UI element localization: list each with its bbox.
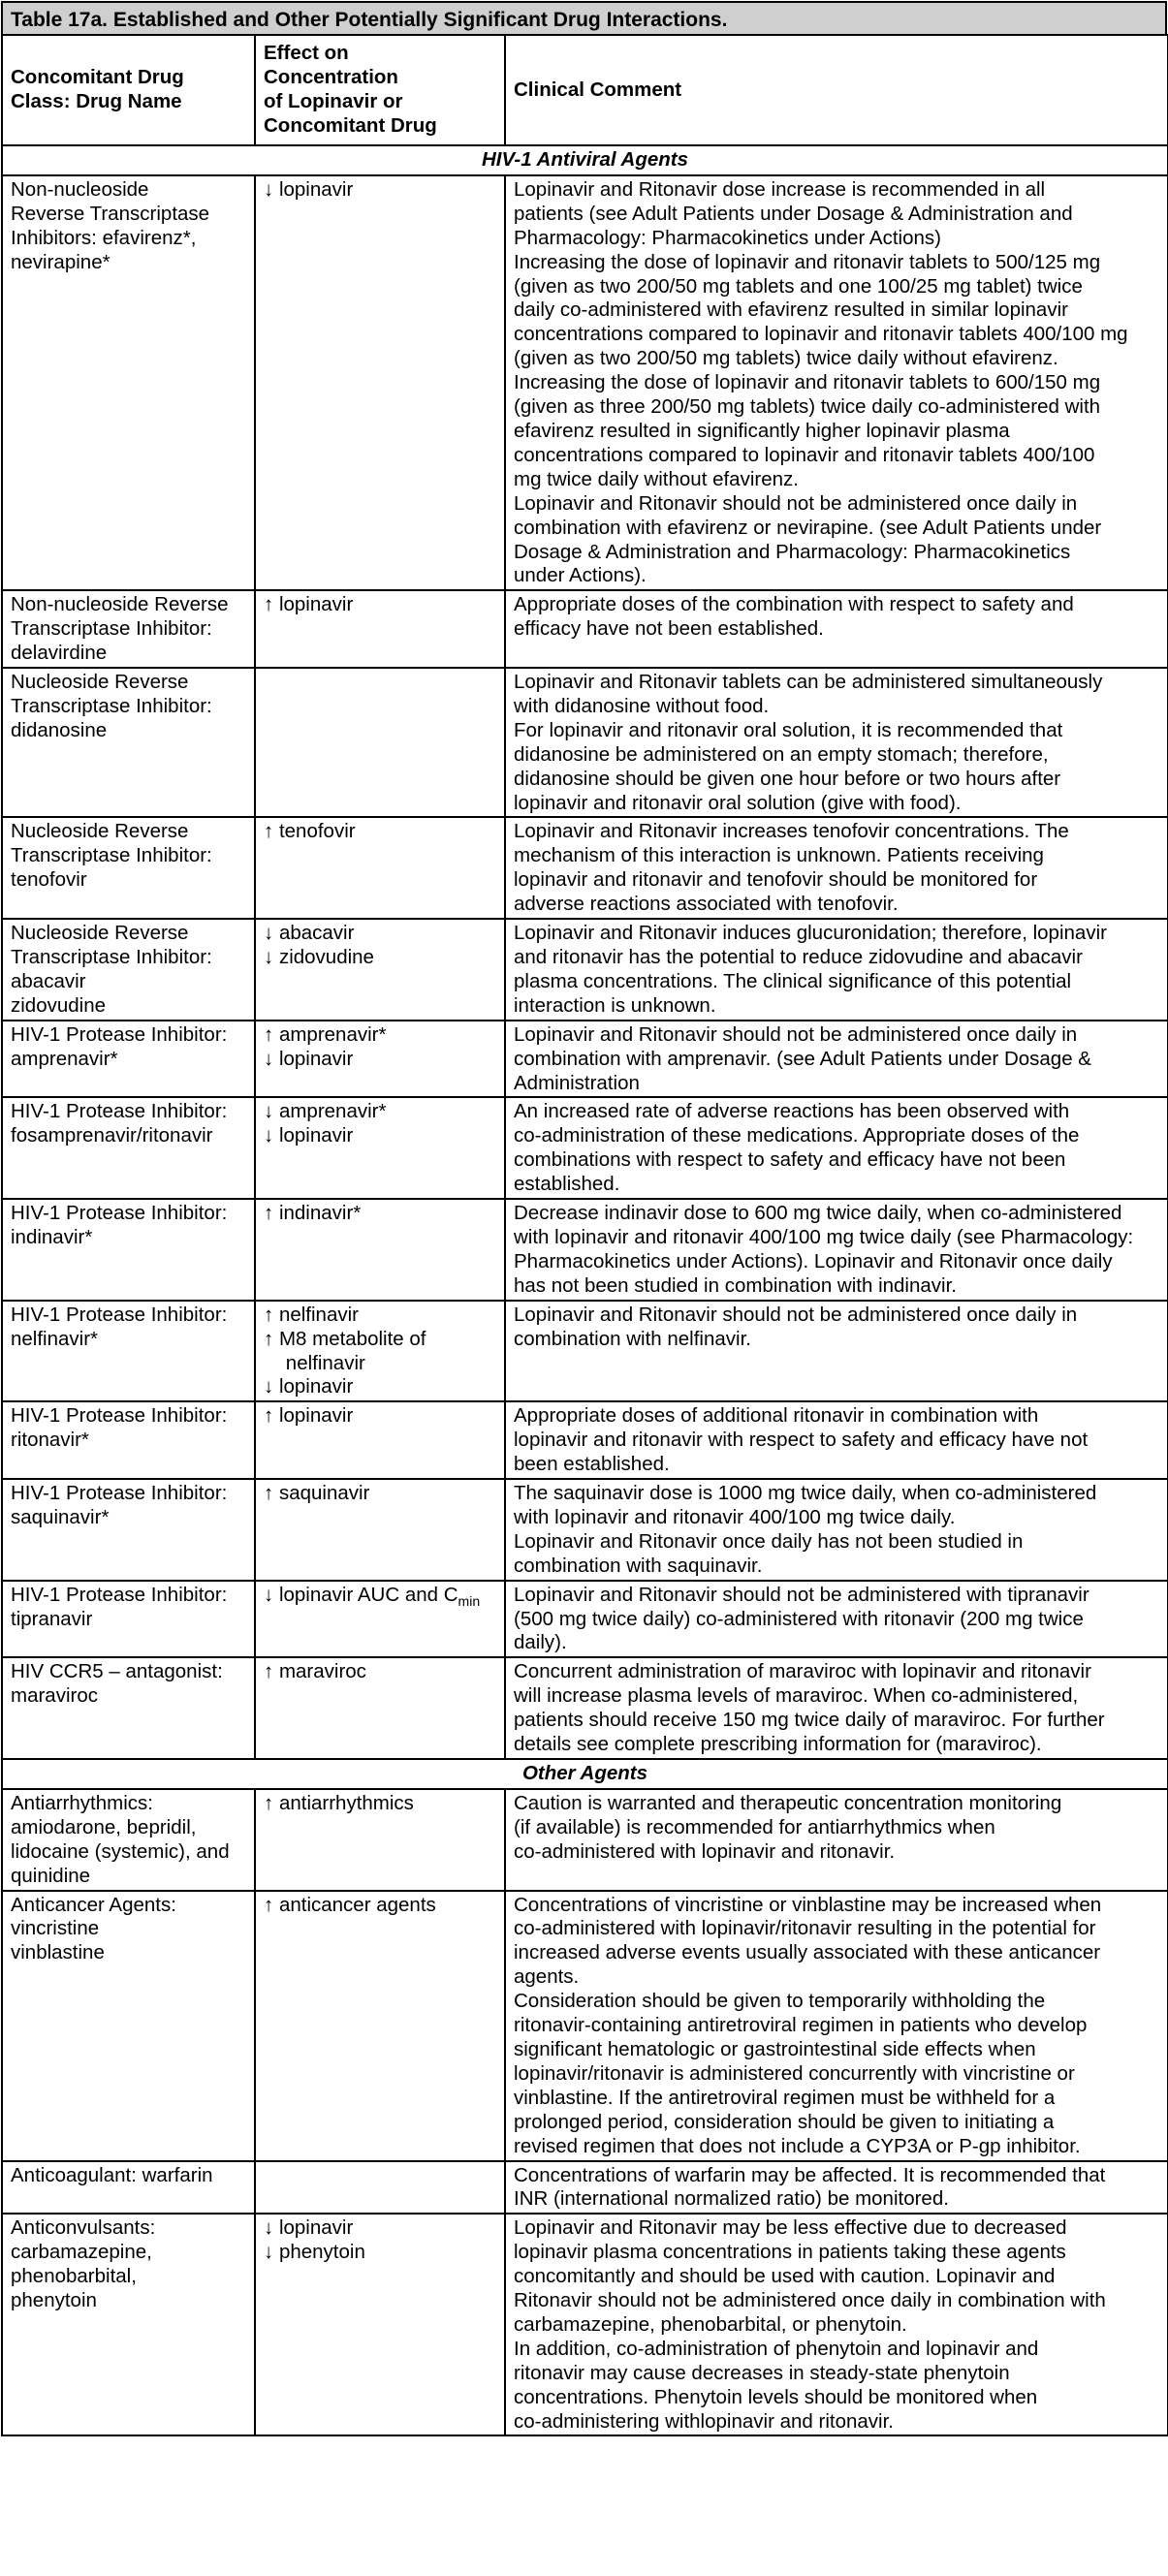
clinical-comment-cell [505, 1789, 1168, 1891]
drug-name-line: HIV CCR5 – antagonist: [11, 1660, 223, 1683]
effect-cell [255, 1891, 505, 2161]
effect-cell [255, 2161, 505, 2215]
drug-name-line: indinavir* [11, 1225, 93, 1248]
drug-cell [2, 1401, 255, 1479]
comment-line: mg twice daily without efavirenz. [514, 467, 799, 490]
clinical-comment-cell [505, 1401, 1168, 1479]
effect-cell [255, 175, 505, 590]
comment-line: co-administered with lopinavir/ritonavir resulting in the potential for [514, 1917, 1096, 1940]
comment-line: mechanism of this interaction is unknown. Patients receiving [514, 844, 1044, 867]
drug-name-line: Anticonvulsants: [11, 2216, 156, 2240]
drug-name-line: tipranavir [11, 1607, 93, 1630]
clinical-comment-cell [505, 1891, 1168, 2161]
effect-line: ↓ abacavir [264, 922, 355, 945]
comment-line: Lopinavir and Ritonavir once daily has not been studied in [514, 1529, 1024, 1553]
comment-line: combination with saquinavir. [514, 1554, 763, 1577]
comment-line: details see complete prescribing information for (maraviroc). [514, 1733, 1042, 1756]
drug-name-line: phenytoin [11, 2289, 97, 2312]
clinical-comment-cell [505, 175, 1168, 590]
clinical-comment-cell [505, 1657, 1168, 1759]
comment-line: adverse reactions associated with tenofovir. [514, 893, 899, 916]
drug-name-line: Transcriptase Inhibitor: [11, 946, 212, 968]
comment-line: (if available) is recommended for antiarrhythmics when [514, 1815, 995, 1838]
drug-cell [2, 1581, 255, 1658]
header-row [2, 35, 1168, 145]
comment-line: Increasing the dose of lopinavir and ritonavir tablets to 500/125 mg [514, 250, 1101, 273]
drug-name-line: HIV-1 Protease Inhibitor: [11, 1100, 228, 1123]
comment-line: been established. [514, 1453, 670, 1476]
effect-line: ↑ saquinavir [264, 1482, 370, 1505]
comment-line: Concentrations of warfarin may be affected. It is recommended that [514, 2163, 1106, 2186]
effect-cell [255, 1479, 505, 1581]
comment-line: Lopinavir and Ritonavir should not be administered once daily in [514, 1303, 1078, 1326]
clinical-comment-cell [505, 1479, 1168, 1581]
drug-name-line: HIV-1 Protease Inhibitor: [11, 1202, 228, 1225]
table-row [2, 2161, 1168, 2215]
effect-line: ↑ lopinavir [264, 593, 354, 616]
table-row [2, 590, 1168, 668]
comment-line: daily). [514, 1631, 567, 1654]
comment-line: revised regimen that does not include a CYP3A or P-gp inhibitor. [514, 2134, 1081, 2157]
effect-cell [255, 1301, 505, 1402]
comment-line: significant hematologic or gastrointestinal side effects when [514, 2037, 1036, 2060]
drug-name-line: HIV-1 Protease Inhibitor: [11, 1482, 228, 1505]
drug-name-line: abacavir [11, 969, 86, 992]
header-line: Effect on [264, 42, 349, 65]
clinical-comment-cell [505, 1021, 1168, 1098]
drug-name-line: maraviroc [11, 1684, 98, 1708]
drug-name-line: fosamprenavir/ritonavir [11, 1124, 213, 1147]
comment-line: Pharmacokinetics under Actions). Lopinavir and Ritonavir once daily [514, 1249, 1113, 1272]
clinical-comment-cell [505, 1097, 1168, 1199]
comment-line: For lopinavir and ritonavir oral solution, it is recommended that [514, 718, 1063, 741]
section-header-row [2, 1759, 1168, 1789]
comment-line: co-administering withlopinavir and ritonavir. [514, 2409, 894, 2433]
effect-line: ↓ amprenavir* [264, 1100, 387, 1123]
comment-line: lopinavir plasma concentrations in patients taking these agents [514, 2241, 1066, 2264]
drug-name-line: Nucleoside Reverse [11, 820, 189, 843]
drug-cell [2, 1479, 255, 1581]
clinical-comment-cell [505, 2214, 1168, 2435]
comment-line: Caution is warranted and therapeutic concentration monitoring [514, 1791, 1062, 1814]
drug-name-line: Nucleoside Reverse [11, 671, 189, 694]
effect-line: ↑ lopinavir [264, 1404, 354, 1428]
table-row [2, 1657, 1168, 1759]
header-effect-on-concentration [255, 35, 505, 145]
effect-line: ↑ tenofovir [264, 820, 356, 843]
drug-name-line: Transcriptase Inhibitor: [11, 694, 212, 717]
effect-cell [255, 1789, 505, 1891]
effect-line: ↓ zidovudine [264, 946, 374, 968]
effect-line: ↓ lopinavir [264, 2216, 354, 2240]
clinical-comment-cell [505, 590, 1168, 668]
drug-name-line: Transcriptase Inhibitor: [11, 617, 212, 641]
comment-line: will increase plasma levels of maraviroc. When co-administered, [514, 1684, 1079, 1708]
comment-line: Increasing the dose of lopinavir and ritonavir tablets to 600/150 mg [514, 371, 1101, 394]
comment-line: patients (see Adult Patients under Dosage & Administration and [514, 202, 1073, 225]
comment-line: efficacy have not been established. [514, 617, 824, 641]
table-body [2, 145, 1168, 2435]
comment-line: under Actions). [514, 564, 647, 587]
effect-cell [255, 668, 505, 817]
section-title: Other Agents [2, 1759, 1168, 1789]
clinical-comment-cell [505, 1581, 1168, 1658]
table-row [2, 175, 1168, 590]
drug-name-line: Non-nucleoside [11, 177, 149, 201]
table-row [2, 1891, 1168, 2161]
clinical-comment-cell [505, 668, 1168, 817]
comment-line: Administration [514, 1071, 640, 1094]
comment-line: Lopinavir and Ritonavir tablets can be administered simultaneously [514, 671, 1103, 694]
drug-name-line: vinblastine [11, 1941, 105, 1964]
comment-line: (given as two 200/50 mg tablets) twice daily without efavirenz. [514, 347, 1058, 370]
drug-name-line: phenobarbital, [11, 2265, 137, 2288]
comment-line: Lopinavir and Ritonavir may be less effective due to decreased [514, 2216, 1067, 2240]
drug-name-line: Anticoagulant: warfarin [11, 2163, 213, 2186]
comment-line: ritonavir may cause decreases in steady-state phenytoin [514, 2361, 1010, 2384]
comment-line: Appropriate doses of additional ritonavir in combination with [514, 1404, 1039, 1428]
comment-line: co-administration of these medications. Appropriate doses of the [514, 1124, 1080, 1147]
comment-line: Lopinavir and Ritonavir dose increase is recommended in all [514, 177, 1046, 201]
comment-line: lopinavir and ritonavir and tenofovir should be monitored for [514, 868, 1038, 892]
header-line: of Lopinavir or [264, 90, 403, 112]
drug-name-line: amprenavir* [11, 1047, 118, 1070]
comment-line: Lopinavir and Ritonavir should not be administered once daily in [514, 1022, 1078, 1046]
drug-name-line: delavirdine [11, 642, 108, 665]
header-line: Concentration [264, 66, 398, 89]
comment-line: didanosine should be given one hour before or two hours after [514, 767, 1061, 790]
drug-name-line: nevirapine* [11, 250, 110, 273]
effect-line: ↓ phenytoin [264, 2241, 365, 2264]
drug-name-line: Transcriptase Inhibitor: [11, 844, 212, 867]
effect-cell [255, 1199, 505, 1301]
effect-line: nelfinavir [264, 1351, 365, 1374]
drug-name-line: carbamazepine, [11, 2241, 152, 2264]
header-line: Class: Drug Name [11, 90, 182, 112]
comment-line: co-administered with lopinavir and ritonavir. [514, 1839, 896, 1863]
clinical-comment-cell [505, 2161, 1168, 2215]
drug-name-line: lidocaine (systemic), and [11, 1839, 230, 1863]
drug-name-line: Inhibitors: efavirenz*, [11, 226, 197, 249]
comment-line: carbamazepine, phenobarbital, or phenytoin. [514, 2312, 907, 2336]
clinical-comment-cell [505, 919, 1168, 1021]
table-row [2, 2214, 1168, 2435]
effect-line: ↑ indinavir* [264, 1202, 362, 1225]
comment-line: and ritonavir has the potential to reduce zidovudine and abacavir [514, 946, 1083, 968]
effect-cell [255, 2214, 505, 2435]
comment-line: concentrations. Phenytoin levels should be monitored when [514, 2385, 1038, 2408]
drug-cell [2, 2161, 255, 2215]
drug-name-line: amiodarone, bepridil, [11, 1815, 197, 1838]
drug-cell [2, 175, 255, 590]
comment-line: lopinavir and ritonavir with respect to safety and efficacy have not [514, 1429, 1089, 1452]
comment-line: daily co-administered with efavirenz resulted in similar lopinavir [514, 298, 1068, 322]
comment-line: combination with efavirenz or nevirapine. (see Adult Patients under [514, 516, 1102, 539]
table-row [2, 817, 1168, 919]
drug-name-line: Antiarrhythmics: [11, 1791, 153, 1814]
clinical-comment-cell [505, 1199, 1168, 1301]
drug-cell [2, 1301, 255, 1402]
table-row [2, 668, 1168, 817]
comment-line: INR (international normalized ratio) be monitored. [514, 2187, 949, 2211]
comment-line: plasma concentrations. The clinical significance of this potential [514, 969, 1072, 992]
effect-line: ↓ lopinavir [264, 1124, 354, 1147]
table-row [2, 1401, 1168, 1479]
effect-line: ↓ lopinavir AUC and $C_{min}$ [264, 1583, 481, 1609]
table-row [2, 1301, 1168, 1402]
effect-cell [255, 919, 505, 1021]
effect-cell [255, 1021, 505, 1098]
comment-line: Dosage & Administration and Pharmacology: Pharmacokinetics [514, 540, 1071, 563]
comment-line: Lopinavir and Ritonavir increases tenofovir concentrations. The [514, 820, 1069, 843]
drug-name-line: HIV-1 Protease Inhibitor: [11, 1404, 228, 1428]
drug-cell [2, 919, 255, 1021]
drug-cell [2, 1021, 255, 1098]
comment-line: with lopinavir and ritonavir 400/100 mg twice daily (see Pharmacology: [514, 1225, 1134, 1248]
clinical-comment-cell [505, 817, 1168, 919]
table-row [2, 1581, 1168, 1658]
header-line: Concomitant Drug [11, 66, 184, 89]
drug-name-line: vincristine [11, 1917, 100, 1940]
comment-line: (500 mg twice daily) co-administered with ritonavir (200 mg twice [514, 1607, 1084, 1630]
drug-name-line: ritonavir* [11, 1429, 89, 1452]
effect-line: ↓ lopinavir [264, 1047, 354, 1070]
drug-cell [2, 1789, 255, 1891]
table-row [2, 1021, 1168, 1098]
comment-line: increased adverse events usually associated with these anticancer [514, 1941, 1101, 1964]
header-concomitant-drug [2, 35, 255, 145]
comment-line: An increased rate of adverse reactions has been observed with [514, 1100, 1070, 1123]
drug-name-line: Nucleoside Reverse [11, 922, 189, 945]
comment-line: agents. [514, 1965, 580, 1989]
clinical-comment-cell [505, 1301, 1168, 1402]
drug-name-line: HIV-1 Protease Inhibitor: [11, 1583, 228, 1606]
comment-line: has not been studied in combination with indinavir. [514, 1273, 957, 1297]
comment-line: ritonavir-containing antiretroviral regimen in patients who develop [514, 2014, 1088, 2037]
comment-line: Decrease indinavir dose to 600 mg twice daily, when co-administered [514, 1202, 1122, 1225]
drug-name-line: tenofovir [11, 868, 87, 892]
effect-line: ↑ nelfinavir [264, 1303, 359, 1326]
drug-cell [2, 1657, 255, 1759]
comment-line: combinations with respect to safety and efficacy have not been [514, 1148, 1066, 1172]
table-row [2, 1479, 1168, 1581]
effect-line: ↑ anticancer agents [264, 1893, 436, 1916]
comment-line: Pharmacology: Pharmacokinetics under Actions) [514, 226, 941, 249]
drug-name-line: zidovudine [11, 993, 107, 1017]
drug-cell [2, 1199, 255, 1301]
comment-line: Concentrations of vincristine or vinblastine may be increased when [514, 1893, 1102, 1916]
comment-line: Consideration should be given to temporarily withholding the [514, 1990, 1046, 2013]
comment-line: concentrations compared to lopinavir and ritonavir tablets 400/100 mg [514, 323, 1128, 346]
effect-cell [255, 1401, 505, 1479]
comment-line: concentrations compared to lopinavir and ritonavir tablets 400/100 [514, 443, 1095, 466]
effect-cell [255, 590, 505, 668]
comment-line: combination with amprenavir. (see Adult Patients under Dosage & [514, 1047, 1091, 1070]
section-title: HIV-1 Antiviral Agents [2, 145, 1168, 175]
drug-name-line: didanosine [11, 718, 108, 741]
drug-name-line: Reverse Transcriptase [11, 202, 210, 225]
comment-line: In addition, co-administration of phenytoin and lopinavir and [514, 2337, 1039, 2360]
comment-line: with didanosine without food. [514, 694, 770, 717]
drug-cell [2, 1891, 255, 2161]
comment-line: Lopinavir and Ritonavir induces glucuronidation; therefore, lopinavir [514, 922, 1107, 945]
comment-line: Lopinavir and Ritonavir should not be administered with tipranavir [514, 1583, 1089, 1606]
table-row [2, 1097, 1168, 1199]
comment-line: Concurrent administration of maraviroc with lopinavir and ritonavir [514, 1660, 1091, 1683]
drug-name-line: HIV-1 Protease Inhibitor: [11, 1303, 228, 1326]
comment-line: prolonged period, consideration should be given to initiating a [514, 2110, 1055, 2133]
effect-line: ↑ maraviroc [264, 1660, 366, 1683]
table-row [2, 1199, 1168, 1301]
effect-line: ↓ lopinavir [264, 1375, 354, 1398]
section-header-row [2, 145, 1168, 175]
comment-line: Appropriate doses of the combination with respect to safety and [514, 593, 1074, 616]
drug-cell [2, 817, 255, 919]
drug-name-line: Non-nucleoside Reverse [11, 593, 229, 616]
comment-line: vinblastine. If the antiretroviral regimen must be withheld for a [514, 2086, 1056, 2109]
comment-line: The saquinavir dose is 1000 mg twice daily, when co-administered [514, 1482, 1097, 1505]
drug-name-line: Anticancer Agents: [11, 1893, 176, 1916]
comment-line: patients should receive 150 mg twice daily of maraviroc. For further [514, 1709, 1105, 1732]
effect-cell [255, 817, 505, 919]
effect-line: ↑ M8 metabolite of [264, 1327, 426, 1350]
comment-line: lopinavir and ritonavir oral solution (give with food). [514, 791, 962, 814]
drug-name-line: nelfinavir* [11, 1327, 99, 1350]
drug-interaction-table [1, 34, 1168, 2436]
comment-line: combination with nelfinavir. [514, 1327, 751, 1350]
drug-cell [2, 590, 255, 668]
effect-line: ↑ antiarrhythmics [264, 1791, 414, 1814]
effect-line: ↓ lopinavir [264, 177, 354, 201]
comment-line: (given as three 200/50 mg tablets) twice daily co-administered with [514, 395, 1101, 419]
comment-line: lopinavir/ritonavir is administered concurrently with vincristine or [514, 2061, 1075, 2085]
effect-line: ↑ amprenavir* [264, 1022, 387, 1046]
table-title: Table 17a. Established and Other Potentially Significant Drug Interactions. [1, 1, 1167, 34]
comment-line: (given as two 200/50 mg tablets and one 100/25 mg tablet) twice [514, 274, 1083, 298]
comment-line: didanosine be administered on an empty stomach; therefore, [514, 742, 1049, 766]
drug-name-line: saquinavir* [11, 1505, 110, 1528]
comment-line: efavirenz resulted in significantly higher lopinavir plasma [514, 419, 1010, 442]
drug-name-line: HIV-1 Protease Inhibitor: [11, 1022, 228, 1046]
effect-cell [255, 1097, 505, 1199]
comment-line: interaction is unknown. [514, 993, 716, 1017]
comment-line: Ritonavir should not be administered once daily in combination with [514, 2289, 1106, 2312]
effect-cell [255, 1657, 505, 1759]
drug-cell [2, 1097, 255, 1199]
table-row [2, 1789, 1168, 1891]
effect-subscript: min [458, 1592, 481, 1609]
comment-line: with lopinavir and ritonavir 400/100 mg twice daily. [514, 1505, 956, 1528]
header-line: Clinical Comment [514, 78, 682, 101]
comment-line: concomitantly and should be used with caution. Lopinavir and [514, 2265, 1056, 2288]
drug-interactions-document [1, 1, 1167, 2436]
effect-cell [255, 1581, 505, 1658]
comment-line: established. [514, 1173, 620, 1196]
drug-cell [2, 668, 255, 817]
drug-cell [2, 2214, 255, 2435]
header-line: Concomitant Drug [264, 113, 437, 137]
drug-name-line: quinidine [11, 1864, 91, 1887]
table-row [2, 919, 1168, 1021]
comment-line: Lopinavir and Ritonavir should not be administered once daily in [514, 491, 1078, 515]
header-clinical-comment [505, 35, 1168, 145]
